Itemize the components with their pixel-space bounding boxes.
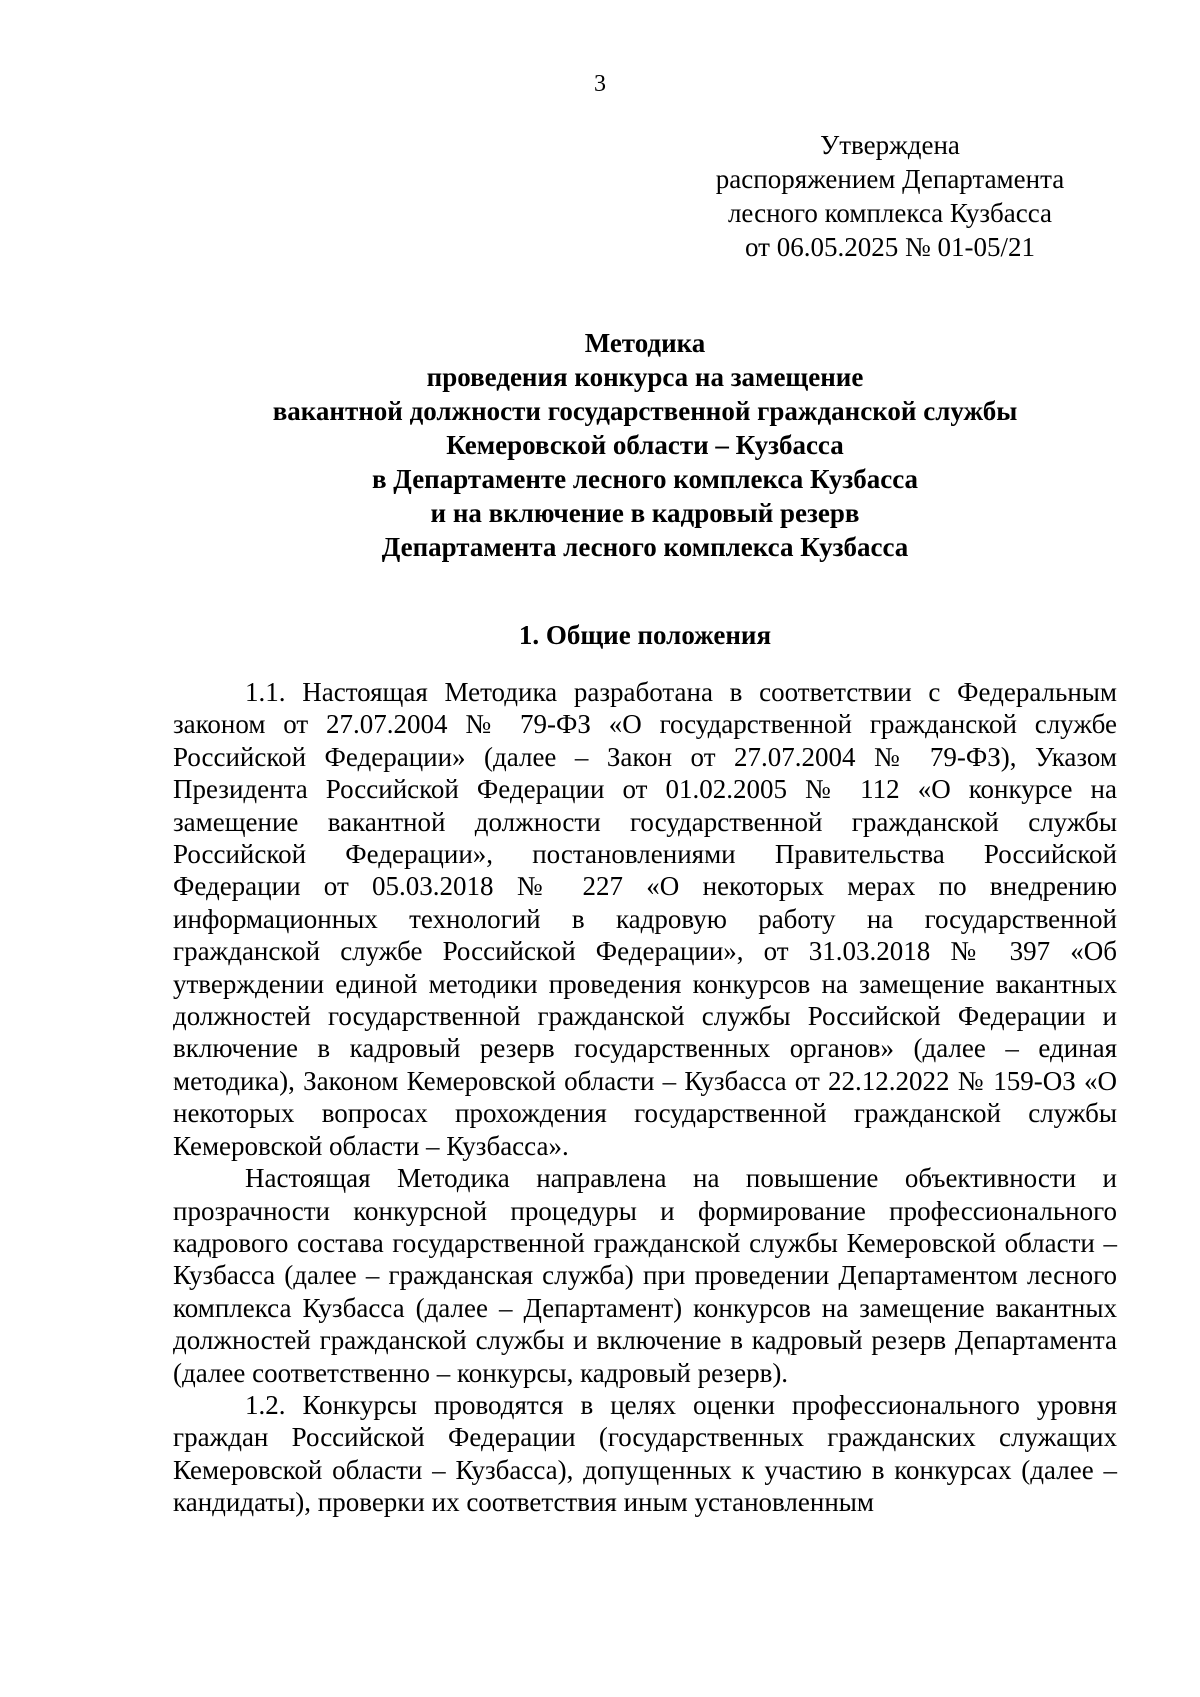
paragraph: Настоящая Методика направлена на повышение объективности и прозрачности конкурсной процедуры и формирование профессионального кадрового состава государственной гражданской службы Кемеровской области – Кузбасса (далее – гражданская служба) при проведении Департаментом лесного комплекса Кузбасса (далее – Департамент) конкурсов на замещение вакантных должностей гражданской службы и включение в кадровый резерв Департамента (далее соответственно – конкурсы, кадровый резерв). bbox=[173, 1163, 1117, 1388]
paragraph: 1.2. Конкурсы проводятся в целях оценки профессионального уровня граждан Российской Федерации (государственных гражданских служащих Кемеровской области – Кузбасса), допущенных к участию в конкурсах (далее – кандидаты), проверки их соответствия иным установленным bbox=[173, 1389, 1117, 1518]
paragraph: 1.1. Настоящая Методика разработана в соответствии с Федеральным законом от 27.07.2004 № 79-ФЗ «О государственной гражданской службе Российской Федерации» (далее – Закон от 27.07.2004 № 79-ФЗ), Указом Президента Российской Федерации от 01.02.2005 № 112 «О конкурсе на замещение вакантной должности государственной гражданской службы Российской Федерации», постановлениями Правительства Российской Федерации от 05.03.2018 № 227 «О некоторых мерах по внедрению информационных технологий в кадровую работу на государственной гражданской службе Российской Федерации», от 31.03.2018 № 397 «Об утверждении единой методики проведения конкурсов на замещение вакантных должностей государственной гражданской службы Российской Федерации и включение в кадровый резерв государственных органов» (далее – единая методика), Законом Кемеровской области – Кузбасса от 22.12.2022 № 159-ОЗ «О некоторых вопросах прохождения государственной гражданской службы Кемеровской области – Кузбасса». bbox=[173, 677, 1117, 1161]
document-title bbox=[170, 326, 1120, 564]
title-line: вакантной должности государственной гражданской службы bbox=[272, 396, 1018, 426]
section-heading: 1. Общие положения bbox=[518, 620, 772, 650]
approval-line: от 06.05.2025 № 01-05/21 bbox=[745, 232, 1035, 262]
title-line: проведения конкурса на замещение bbox=[426, 362, 864, 392]
approval-line: распоряжением Департамента bbox=[715, 164, 1065, 194]
approval-line: Утверждена bbox=[820, 130, 960, 160]
title-line: и на включение в кадровый резерв bbox=[430, 498, 860, 528]
title-line: Департамента лесного комплекса Кузбасса bbox=[381, 532, 909, 562]
page-number: 3 bbox=[594, 71, 606, 97]
title-line: Методика bbox=[584, 328, 706, 358]
title-line: в Департаменте лесного комплекса Кузбасса bbox=[371, 464, 919, 494]
approval-line: лесного комплекса Кузбасса bbox=[727, 198, 1053, 228]
title-line: Кемеровской области – Кузбасса bbox=[446, 430, 844, 460]
approval-stamp bbox=[700, 128, 1080, 264]
section-body bbox=[173, 676, 1117, 1519]
